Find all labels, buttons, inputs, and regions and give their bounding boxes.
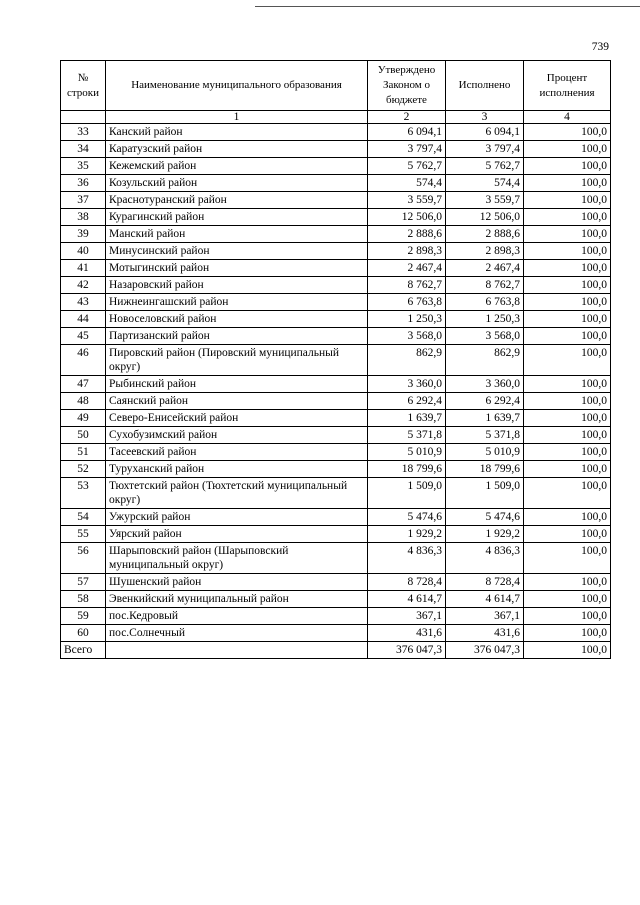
municipality-name: Ужурский район (106, 509, 368, 526)
executed-amount: 3 360,0 (446, 376, 524, 393)
municipality-name: пос.Солнечный (106, 625, 368, 642)
row-number: 57 (61, 574, 106, 591)
municipality-name: Канский район (106, 124, 368, 141)
row-number: 35 (61, 158, 106, 175)
row-number: 53 (61, 478, 106, 509)
table-row (61, 209, 611, 226)
column-number-blank (61, 111, 106, 124)
total-executed: 376 047,3 (446, 642, 524, 659)
row-number: 52 (61, 461, 106, 478)
row-number: 36 (61, 175, 106, 192)
percent-executed: 100,0 (524, 311, 611, 328)
executed-amount: 6 292,4 (446, 393, 524, 410)
approved-amount: 1 509,0 (368, 478, 446, 509)
approved-amount: 5 474,6 (368, 509, 446, 526)
approved-amount: 2 898,3 (368, 243, 446, 260)
table-row (61, 574, 611, 591)
executed-amount: 2 888,6 (446, 226, 524, 243)
top-rule (255, 6, 640, 7)
percent-executed: 100,0 (524, 543, 611, 574)
table-row (61, 376, 611, 393)
row-number: 56 (61, 543, 106, 574)
executed-amount: 5 762,7 (446, 158, 524, 175)
approved-amount: 3 568,0 (368, 328, 446, 345)
percent-executed: 100,0 (524, 526, 611, 543)
percent-executed: 100,0 (524, 427, 611, 444)
municipality-name: Тасеевский район (106, 444, 368, 461)
approved-amount: 574,4 (368, 175, 446, 192)
percent-executed: 100,0 (524, 345, 611, 376)
approved-amount: 6 292,4 (368, 393, 446, 410)
municipality-name: Северо-Енисейский район (106, 410, 368, 427)
executed-amount: 12 506,0 (446, 209, 524, 226)
row-number: 55 (61, 526, 106, 543)
municipality-name: Нижнеингашский район (106, 294, 368, 311)
municipality-name: Козульский район (106, 175, 368, 192)
approved-amount: 3 559,7 (368, 192, 446, 209)
percent-executed: 100,0 (524, 608, 611, 625)
approved-amount: 4 614,7 (368, 591, 446, 608)
total-name-blank (106, 642, 368, 659)
percent-executed: 100,0 (524, 192, 611, 209)
executed-amount: 3 568,0 (446, 328, 524, 345)
row-number: 46 (61, 345, 106, 376)
approved-amount: 5 010,9 (368, 444, 446, 461)
percent-executed: 100,0 (524, 444, 611, 461)
approved-amount: 1 639,7 (368, 410, 446, 427)
row-number: 40 (61, 243, 106, 260)
table-row (61, 461, 611, 478)
approved-amount: 8 728,4 (368, 574, 446, 591)
municipality-name: пос.Кедровый (106, 608, 368, 625)
table-row (61, 509, 611, 526)
approved-amount: 5 762,7 (368, 158, 446, 175)
total-approved: 376 047,3 (368, 642, 446, 659)
table-row (61, 124, 611, 141)
total-label: Всего (61, 642, 106, 659)
executed-amount: 6 763,8 (446, 294, 524, 311)
header-row-number: № строки (61, 61, 106, 111)
percent-executed: 100,0 (524, 226, 611, 243)
percent-executed: 100,0 (524, 294, 611, 311)
row-number: 45 (61, 328, 106, 345)
approved-amount: 12 506,0 (368, 209, 446, 226)
municipality-name: Шарыповский район (Шарыповский муниципальный округ) (106, 543, 368, 574)
approved-amount: 1 250,3 (368, 311, 446, 328)
table-row (61, 192, 611, 209)
approved-amount: 6 763,8 (368, 294, 446, 311)
total-row (61, 642, 611, 659)
table-row (61, 277, 611, 294)
municipality-name: Сухобузимский район (106, 427, 368, 444)
executed-amount: 5 010,9 (446, 444, 524, 461)
municipality-name: Мотыгинский район (106, 260, 368, 277)
executed-amount: 4 614,7 (446, 591, 524, 608)
column-number: 1 (106, 111, 368, 124)
approved-amount: 431,6 (368, 625, 446, 642)
header-name: Наименование муниципального образования (106, 61, 368, 111)
table-row (61, 526, 611, 543)
municipality-name: Краснотуранский район (106, 192, 368, 209)
header-row (61, 61, 611, 111)
executed-amount: 574,4 (446, 175, 524, 192)
column-number: 4 (524, 111, 611, 124)
percent-executed: 100,0 (524, 175, 611, 192)
percent-executed: 100,0 (524, 574, 611, 591)
column-number: 3 (446, 111, 524, 124)
table-row (61, 260, 611, 277)
table-row (61, 243, 611, 260)
approved-amount: 5 371,8 (368, 427, 446, 444)
approved-amount: 367,1 (368, 608, 446, 625)
percent-executed: 100,0 (524, 376, 611, 393)
approved-amount: 862,9 (368, 345, 446, 376)
percent-executed: 100,0 (524, 277, 611, 294)
approved-amount: 8 762,7 (368, 277, 446, 294)
column-number: 2 (368, 111, 446, 124)
percent-executed: 100,0 (524, 509, 611, 526)
percent-executed: 100,0 (524, 410, 611, 427)
row-number: 33 (61, 124, 106, 141)
table-row (61, 625, 611, 642)
municipality-name: Назаровский район (106, 277, 368, 294)
table-row (61, 328, 611, 345)
table-row (61, 444, 611, 461)
approved-amount: 4 836,3 (368, 543, 446, 574)
executed-amount: 5 474,6 (446, 509, 524, 526)
approved-amount: 3 797,4 (368, 141, 446, 158)
municipality-name: Эвенкийский муниципальный район (106, 591, 368, 608)
total-percent: 100,0 (524, 642, 611, 659)
executed-amount: 431,6 (446, 625, 524, 642)
row-number: 51 (61, 444, 106, 461)
row-number: 59 (61, 608, 106, 625)
row-number: 39 (61, 226, 106, 243)
row-number: 41 (61, 260, 106, 277)
executed-amount: 2 898,3 (446, 243, 524, 260)
row-number: 38 (61, 209, 106, 226)
page-number: 739 (591, 41, 609, 53)
municipality-name: Партизанский район (106, 328, 368, 345)
municipality-name: Уярский район (106, 526, 368, 543)
percent-executed: 100,0 (524, 158, 611, 175)
municipality-name: Минусинский район (106, 243, 368, 260)
executed-amount: 3 559,7 (446, 192, 524, 209)
row-number: 42 (61, 277, 106, 294)
executed-amount: 3 797,4 (446, 141, 524, 158)
row-number: 37 (61, 192, 106, 209)
budget-table (60, 60, 611, 659)
table-row (61, 410, 611, 427)
header-percent: Процент исполнения (524, 61, 611, 111)
percent-executed: 100,0 (524, 260, 611, 277)
approved-amount: 18 799,6 (368, 461, 446, 478)
table-row (61, 478, 611, 509)
executed-amount: 4 836,3 (446, 543, 524, 574)
column-number-row (61, 111, 611, 124)
approved-amount: 2 467,4 (368, 260, 446, 277)
table-body (61, 124, 611, 642)
municipality-name: Кежемский район (106, 158, 368, 175)
table-row (61, 141, 611, 158)
municipality-name: Пировский район (Пировский муниципальный округ) (106, 345, 368, 376)
percent-executed: 100,0 (524, 461, 611, 478)
executed-amount: 8 728,4 (446, 574, 524, 591)
approved-amount: 6 094,1 (368, 124, 446, 141)
table-row (61, 158, 611, 175)
executed-amount: 5 371,8 (446, 427, 524, 444)
executed-amount: 18 799,6 (446, 461, 524, 478)
municipality-name: Новоселовский район (106, 311, 368, 328)
row-number: 50 (61, 427, 106, 444)
percent-executed: 100,0 (524, 243, 611, 260)
executed-amount: 1 929,2 (446, 526, 524, 543)
executed-amount: 2 467,4 (446, 260, 524, 277)
row-number: 34 (61, 141, 106, 158)
municipality-name: Саянский район (106, 393, 368, 410)
approved-amount: 3 360,0 (368, 376, 446, 393)
percent-executed: 100,0 (524, 328, 611, 345)
approved-amount: 1 929,2 (368, 526, 446, 543)
table-row (61, 311, 611, 328)
row-number: 47 (61, 376, 106, 393)
table-row (61, 543, 611, 574)
row-number: 43 (61, 294, 106, 311)
row-number: 58 (61, 591, 106, 608)
table-row (61, 608, 611, 625)
executed-amount: 1 509,0 (446, 478, 524, 509)
percent-executed: 100,0 (524, 625, 611, 642)
municipality-name: Манский район (106, 226, 368, 243)
percent-executed: 100,0 (524, 393, 611, 410)
executed-amount: 6 094,1 (446, 124, 524, 141)
table-row (61, 591, 611, 608)
municipality-name: Рыбинский район (106, 376, 368, 393)
table-row (61, 294, 611, 311)
header-approved: Утверждено Законом о бюджете (368, 61, 446, 111)
table-row (61, 393, 611, 410)
row-number: 44 (61, 311, 106, 328)
municipality-name: Шушенский район (106, 574, 368, 591)
row-number: 49 (61, 410, 106, 427)
percent-executed: 100,0 (524, 141, 611, 158)
executed-amount: 8 762,7 (446, 277, 524, 294)
table-row (61, 427, 611, 444)
header-executed: Исполнено (446, 61, 524, 111)
percent-executed: 100,0 (524, 124, 611, 141)
row-number: 54 (61, 509, 106, 526)
municipality-name: Тюхтетский район (Тюхтетский муниципальный округ) (106, 478, 368, 509)
table-row (61, 226, 611, 243)
approved-amount: 2 888,6 (368, 226, 446, 243)
percent-executed: 100,0 (524, 591, 611, 608)
table-row (61, 175, 611, 192)
executed-amount: 367,1 (446, 608, 524, 625)
executed-amount: 862,9 (446, 345, 524, 376)
row-number: 60 (61, 625, 106, 642)
municipality-name: Туруханский район (106, 461, 368, 478)
table-row (61, 345, 611, 376)
row-number: 48 (61, 393, 106, 410)
percent-executed: 100,0 (524, 478, 611, 509)
executed-amount: 1 250,3 (446, 311, 524, 328)
executed-amount: 1 639,7 (446, 410, 524, 427)
municipality-name: Каратузский район (106, 141, 368, 158)
municipality-name: Курагинский район (106, 209, 368, 226)
percent-executed: 100,0 (524, 209, 611, 226)
